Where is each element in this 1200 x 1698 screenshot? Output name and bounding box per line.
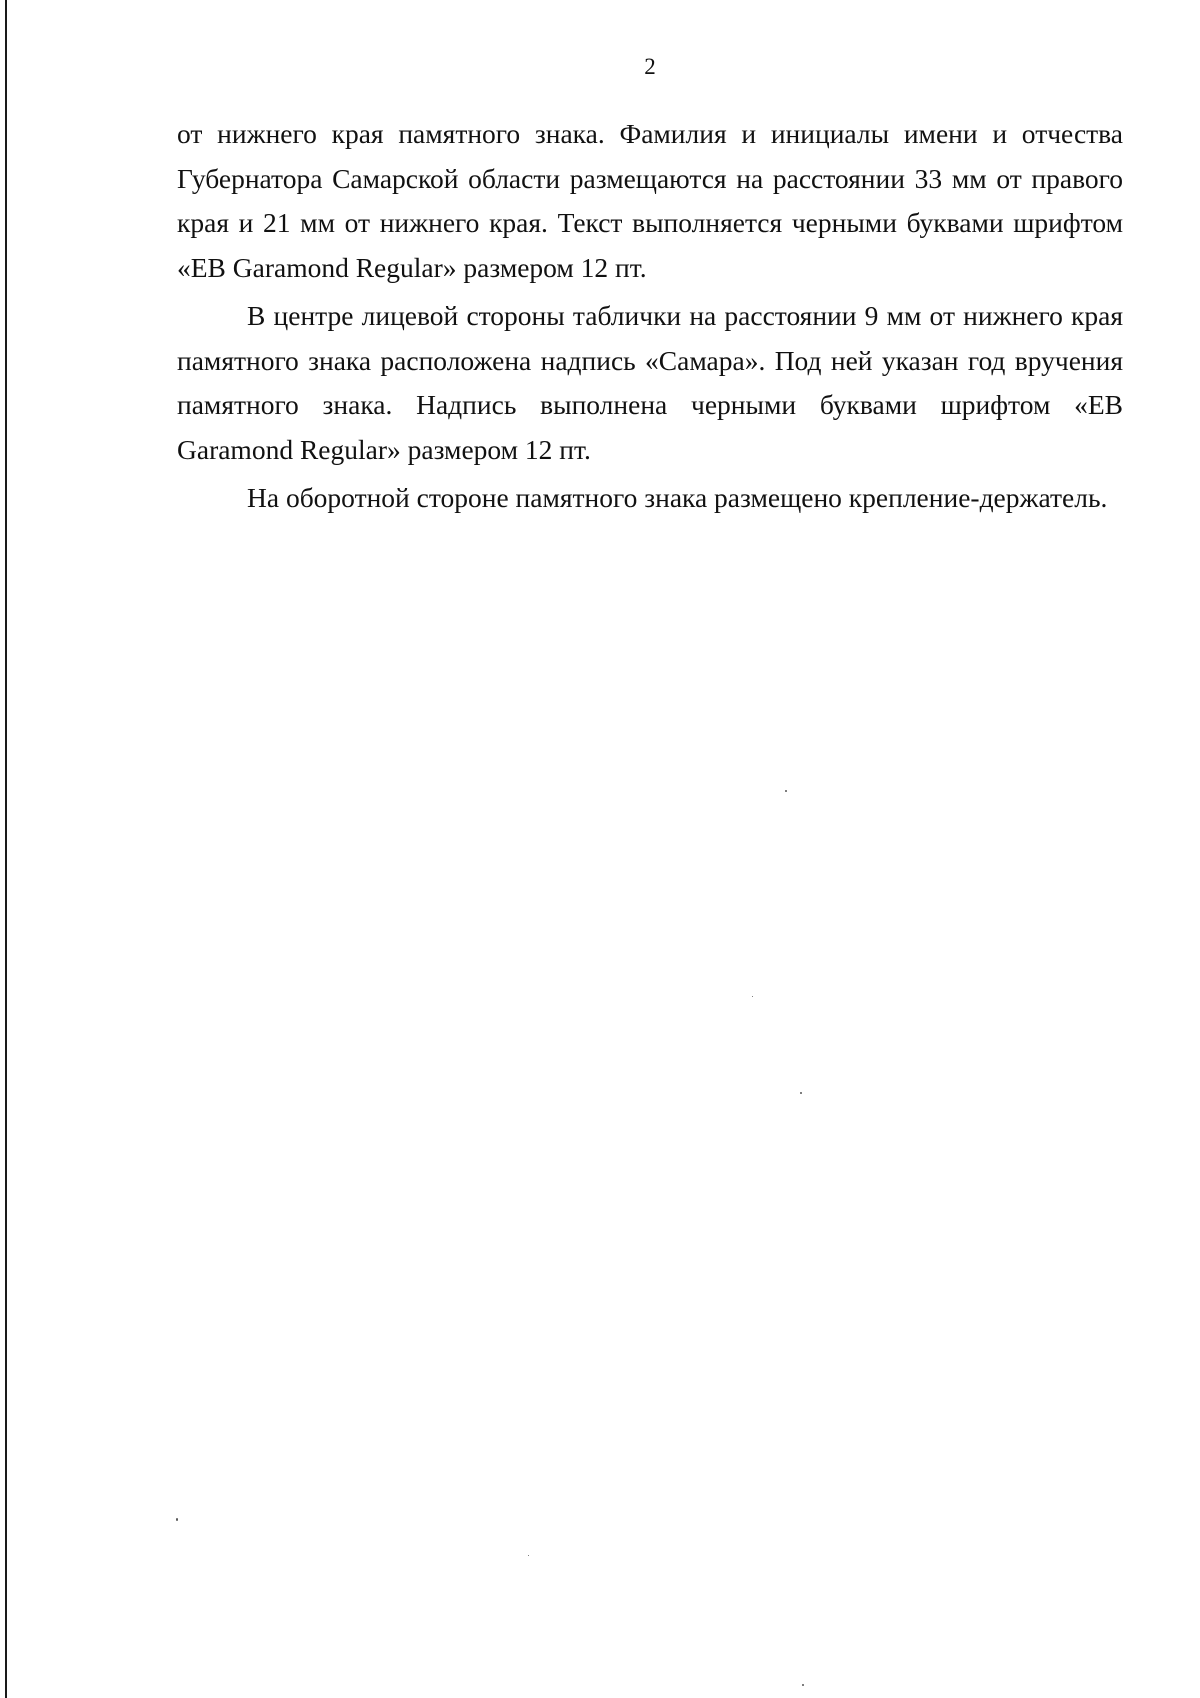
paragraph-continuation: от нижнего края памятного знака. Фамилия и инициалы имени и отчества Губернатора Самарской области размещаются на расстоянии 33 мм от правого края и 21 мм от нижнего края. Текст выполняется черными буквами шрифтом «EB Garamond Regular» размером 12 пт. <box>177 118 1123 283</box>
scan-left-edge <box>5 0 7 1698</box>
paragraph-center-inscription: В центре лицевой стороны таблички на расстоянии 9 мм от нижнего края памятного знака расположена надпись «Самара». Под ней указан год вручения памятного знака. Надпись выполнена черными буквами шрифтом «EB Garamond Regular» размером 12 пт. <box>177 300 1123 465</box>
scan-speck <box>800 1092 802 1094</box>
scan-speck <box>785 790 787 792</box>
scan-speck <box>802 1684 804 1686</box>
page-number: 2 <box>644 54 656 79</box>
scan-speck <box>176 1518 178 1521</box>
paragraph-reverse-side: На оборотной стороне памятного знака размещено крепление-держатель. <box>247 482 1108 513</box>
scan-speck <box>752 996 753 997</box>
body-text <box>177 112 1123 521</box>
scan-speck <box>528 1555 529 1556</box>
